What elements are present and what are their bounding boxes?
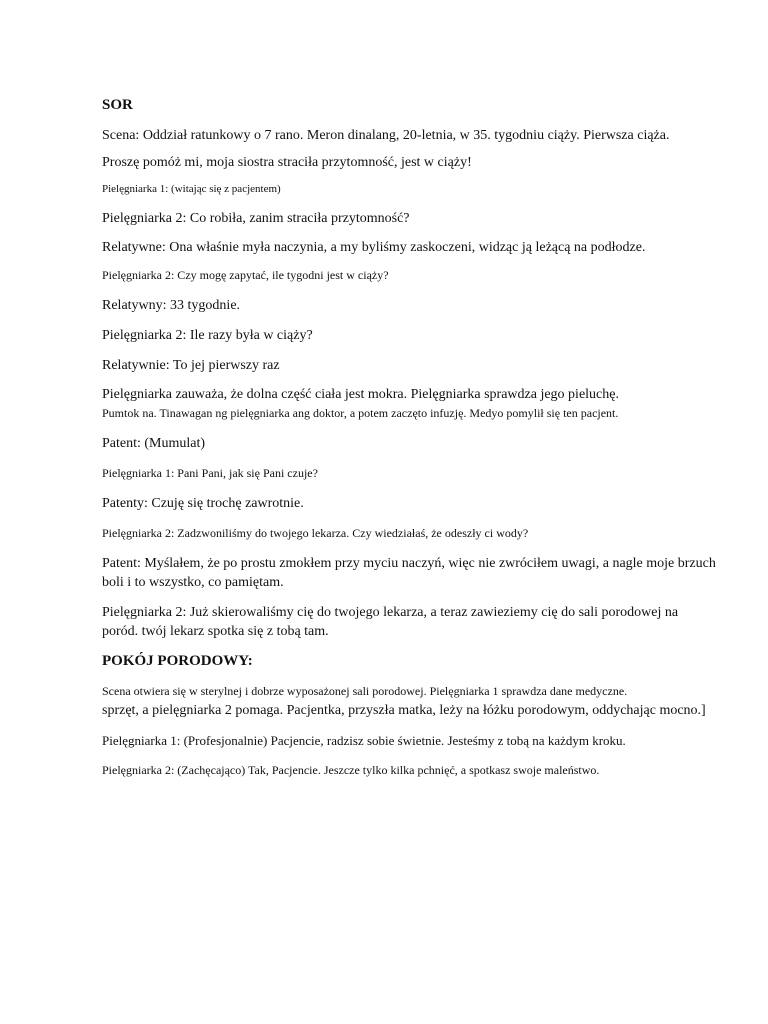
dialogue-line-9a: Pielęgniarka zauważa, że dolna część ciała jest mokra. Pielęgniarka sprawdza jego pieluchę. (102, 387, 619, 402)
dialogue-line-15: Pielęgniarka 2: Już skierowaliśmy cię do twojego lekarza, a teraz zawieziemy cię do sali porodowej na poród. twój lekarz spotka się z tobą tam. (102, 605, 679, 639)
heading-sor: SOR (102, 97, 133, 113)
dialogue-line-3: Pielęgniarka 2: Co robiła, zanim straciła przytomność? (102, 211, 410, 226)
dialogue-line-2: Pielęgniarka 1: (witając się z pacjentem) (102, 183, 281, 195)
scene-intro: Scena: Oddział ratunkowy o 7 rano. Meron dinalang, 20-letnia, w 35. tygodniu ciąży. Pierwsza ciąża. (102, 128, 670, 143)
dialogue-line-13: Pielęgniarka 2: Zadzwoniliśmy do twojego lekarza. Czy wiedziałaś, że odeszły ci wody? (102, 526, 529, 540)
dialogue-line-8: Relatywnie: To jej pierwszy raz (102, 358, 280, 373)
dialogue-line-7: Pielęgniarka 2: Ile razy była w ciąży? (102, 328, 313, 343)
dialogue-line-6: Relatywny: 33 tygodnie. (102, 298, 241, 313)
dialogue-line-4: Relatywne: Ona właśnie myła naczynia, a my byliśmy zaskoczeni, widząc ją leżącą na podłodze. (102, 240, 646, 255)
dialogue-line-9b: Pumtok na. Tinawagan ng pielęgniarka ang doktor, a potem zaczęto infuzję. Medyo pomylił się ten pacjent. (102, 406, 619, 420)
dialogue-line-10: Patent: (Mumulat) (102, 436, 206, 451)
dialogue-line-5: Pielęgniarka 2: Czy mogę zapytać, ile tygodni jest w ciąży? (102, 268, 389, 282)
dialogue-line-17: Pielęgniarka 2: (Zachęcająco) Tak, Pacjencie. Jeszcze tylko kilka pchnięć, a spotkasz swoje maleństwo. (102, 763, 600, 777)
document-page (102, 96, 716, 780)
scene-2-line-b: sprzęt, a pielęgniarka 2 pomaga. Pacjentka, przyszła matka, leży na łóżku porodowym, oddychając mocno.] (102, 703, 706, 718)
dialogue-line-11: Pielęgniarka 1: Pani Pani, jak się Pani czuje? (102, 466, 318, 480)
dialogue-line-16: Pielęgniarka 1: (Profesjonalnie) Pacjencie, radzisz sobie świetnie. Jesteśmy z tobą na każdym kroku. (102, 733, 626, 748)
dialogue-line-14: Patent: Myślałem, że po prostu zmokłem przy myciu naczyń, więc nie zwróciłem uwagi, a nagle moje brzuch boli i to wszystko, co pamiętam. (102, 556, 716, 590)
heading-delivery-room: POKÓJ PORODOWY: (102, 653, 253, 669)
dialogue-line-1: Proszę pomóż mi, moja siostra straciła przytomność, jest w ciąży! (102, 155, 472, 170)
scene-2-line-a: Scena otwiera się w sterylnej i dobrze wyposażonej sali porodowej. Pielęgniarka 1 sprawdza dane medyczne. (102, 684, 628, 698)
dialogue-line-12: Patenty: Czuję się trochę zawrotnie. (102, 496, 304, 511)
